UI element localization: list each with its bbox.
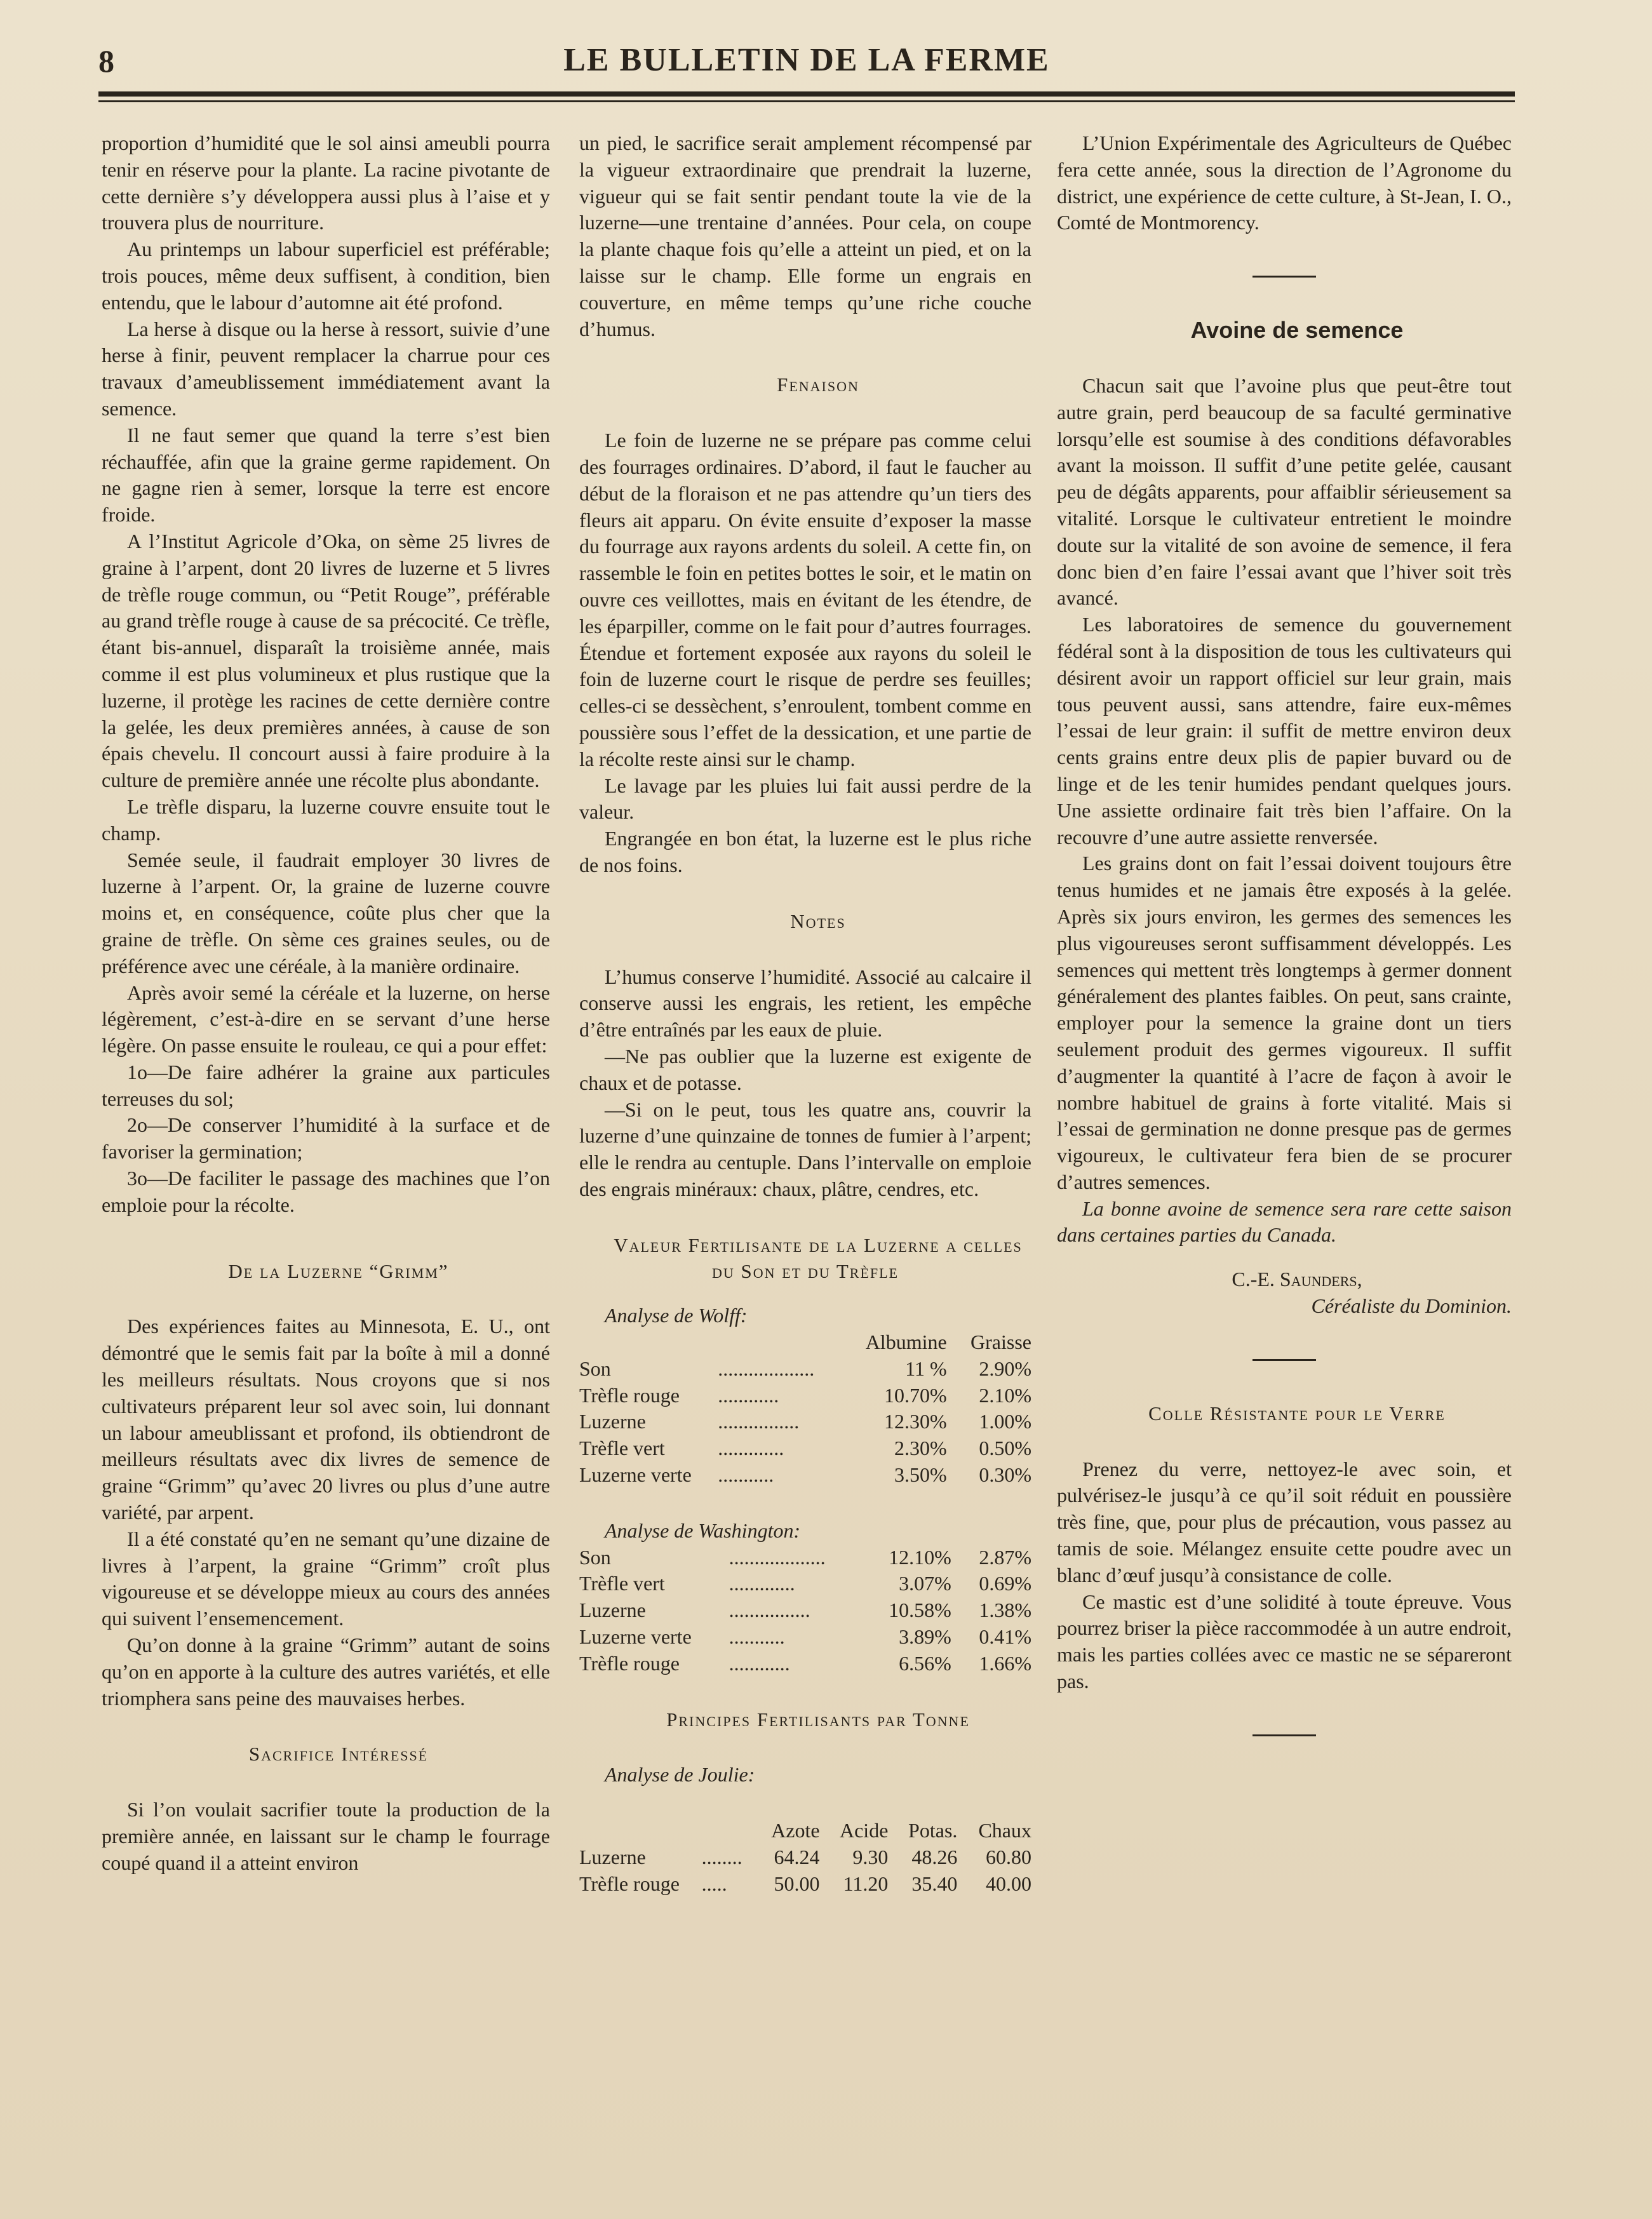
table-row xyxy=(579,1383,1031,1409)
paragraph: A l’Institut Agricole d’Oka, on sème 25 livres de graine à l’arpent, dont 20 livres de luzerne et 5 livres de trèfle rouge commun, ou “Petit Rouge”, préférable au grand trèfle rouge à cause de sa précocité. Ce trèfle, étant bis-annuel, disparaît la troisième année, mais comme il est plus volumineux et plus rustique que la luzerne, il protège les racines de cette dernière contre la gelée, les deux premières années, à cause de son épais chevelu. Il concourt aussi à faire produire à la culture de première année une récolte plus abondante. xyxy=(102,529,550,792)
table-washington xyxy=(579,1545,1031,1677)
cell-value: 0.50% xyxy=(979,1437,1031,1460)
analysis-label-joulie: Analyse de Joulie: xyxy=(605,1763,755,1787)
journal-title: LE BULLETIN DE LA FERME xyxy=(563,42,1050,78)
row-label: Luzerne verte xyxy=(579,1625,692,1649)
paragraph: Les grains dont on fait l’essai doivent toujours être tenus humides et ne jamais être exposés à la gelée. Après six jours environ, les germes des semences les plus vigoureuses seront suffisamment développés. Les semences qui mettent très longtemps à germer donnent généralement des plantes faibles. On peut, sans crainte, employer pour la semence la graine dont un tiers seulement produit des germes vigoureux. Il suffit d’augmenter la quantité à l’acre de façon à avoir le nombre habituel de grains à forte vitalité. Mais si l’essai de germination ne donne presque pas de germes vigoureux, le cultivateur fera bien de se procurer d’autres semences. xyxy=(1057,852,1512,1193)
leader-dots: ........ xyxy=(701,1846,742,1869)
row-label: Trèfle vert xyxy=(579,1572,665,1595)
table-wolff xyxy=(579,1329,1031,1489)
paragraph: Les laboratoires de semence du gouvernement fédéral sont à la disposition de tous les cultivateurs qui désirent avoir un rapport officiel sur leur grain, mais tous peuvent aussi, sans attendre, faire eux-mêmes l’essai de leur grain: il suffit de mettre environ deux cents grains entre deux plis de papier buvard ou de linge et de les tenir humides pendant quelques jours. Une assiette ordinaire fait très bien l’affaire. On la recouvre d’une autre assiette renversée. xyxy=(1057,613,1512,848)
paragraph: Il ne faut semer que quand la terre s’est bien réchauffée, afin que la graine germe rapidement. On ne gagne rien à semer, lorsque la terre est encore froide. xyxy=(102,423,550,526)
column-header: Albumine xyxy=(865,1331,947,1354)
cell-value: 35.40 xyxy=(911,1872,958,1895)
paragraph: Le trèfle disparu, la luzerne couvre ensuite tout le champ. xyxy=(102,794,550,845)
paragraph: L’Union Expérimentale des Agriculteurs de Québec fera cette année, sous la direction de l’Agronome du district, une expérience de cette culture, à St-Jean, I. O., Comté de Montmorency. xyxy=(1057,131,1512,234)
cell-value: 2.30% xyxy=(894,1437,947,1460)
column-header: Graisse xyxy=(970,1331,1031,1354)
italic-note: La bonne avoine de semence sera rare cette saison dans certaines parties du Canada. xyxy=(1057,1197,1512,1247)
paragraph: Des expériences faites au Minnesota, E. U., ont démontré que le semis fait par la boîte à mil a donné les meilleurs résultats. Nous croyons que si nos cultivateurs préparent leur sol avec soin, lui donnant un labour ameublissant et profond, ils obtiendront de meilleurs résultats avec dix livres de semence de graine “Grimm” qu’avec 20 livres ou plus d’une autre variété, par arpent. xyxy=(102,1315,550,1524)
leader-dots: ............ xyxy=(718,1383,779,1407)
paragraph: proportion d’humidité que le sol ainsi ameubli pourra tenir en réserve pour la plante. La racine pivotante de cette dernière s’y développera aussi plus à l’aise et y trouvera plus de nourriture. xyxy=(102,131,550,234)
section-divider xyxy=(1252,1734,1316,1736)
paragraph: Au printemps un labour superficiel est préférable; trois pouces, même deux suffisent, à condition, bien entendu, que le labour d’automne ait été profond. xyxy=(102,238,550,314)
row-label: Trèfle vert xyxy=(579,1437,665,1460)
table-row xyxy=(579,1462,1031,1489)
row-label: Trèfle rouge xyxy=(579,1651,680,1675)
section-heading-principes: Principes Fertilisants par Tonne xyxy=(666,1708,970,1731)
table-header-row xyxy=(579,1329,1031,1356)
row-label: Luzerne xyxy=(579,1846,646,1869)
leader-dots: ................... xyxy=(729,1545,826,1569)
paragraph: Prenez du verre, nettoyez-le avec soin, et pulvérisez-le jusqu’à ce qu’il soit réduit en poussière très fine, que, pour plus de précaution, vous passez au tamis de soie. Mélangez ensuite cette poudre avec un blanc d’œuf jusqu’à consistance de colle. xyxy=(1057,1457,1512,1586)
column-header: Azote xyxy=(771,1819,820,1842)
cell-value: 0.30% xyxy=(979,1463,1031,1487)
analysis-label-wolff: Analyse de Wolff: xyxy=(605,1304,748,1327)
cell-value: 3.50% xyxy=(894,1463,947,1487)
leader-dots: ........... xyxy=(718,1463,774,1487)
section-heading-notes: Notes xyxy=(790,909,846,932)
section-heading-grimm: De la Luzerne “Grimm” xyxy=(228,1259,449,1282)
signature-name: C.-E. Saunders, xyxy=(1232,1268,1362,1291)
section-heading-fenaison: Fenaison xyxy=(777,373,859,396)
paragraph: L’humus conserve l’humidité. Associé au calcaire il conserve aussi les engrais, les retient, les empêche d’être entraînés par les eaux de pluie. xyxy=(579,965,1031,1042)
table-row xyxy=(579,1409,1031,1435)
cell-value: 3.89% xyxy=(899,1625,951,1649)
paragraph: Le lavage par les pluies lui fait aussi perdre de la valeur. xyxy=(579,774,1031,824)
paragraph: 1o—De faire adhérer la graine aux particules terreuses du sol; xyxy=(102,1060,550,1110)
cell-value: 64.24 xyxy=(774,1846,820,1869)
cell-value: 40.00 xyxy=(986,1872,1031,1895)
cell-value: 1.00% xyxy=(979,1410,1031,1433)
section-heading-avoine: Avoine de semence xyxy=(1190,317,1404,344)
row-label: Son xyxy=(579,1357,611,1380)
cell-value: 11 % xyxy=(905,1357,947,1380)
table-row xyxy=(579,1545,1031,1571)
page-header xyxy=(98,35,1515,86)
analysis-label-washington: Analyse de Washington: xyxy=(605,1518,801,1542)
table-row xyxy=(579,1844,1031,1871)
table-row xyxy=(579,1597,1031,1624)
leader-dots: ........... xyxy=(729,1625,785,1649)
row-label: Son xyxy=(579,1545,611,1569)
paragraph: 3o—De faciliter le passage des machines que l’on emploie pour la récolte. xyxy=(102,1167,550,1216)
row-label: Trèfle rouge xyxy=(579,1383,680,1407)
paragraph: Il a été constaté qu’en ne semant qu’une dizaine de livres à l’arpent, la graine “Grimm” croît plus vigoureuse et se développe mieux au cours des années qui suivent l’ensemencement. xyxy=(102,1527,550,1630)
table-row xyxy=(579,1356,1031,1383)
paragraph: un pied, le sacrifice serait amplement récompensé par la vigueur extraordinaire que prendrait la luzerne, vigueur qui se fait sentir pendant toute la vie de la luzerne—une trentaine d’années. Pour cela, on coupe la plante chaque fois qu’elle a atteint un pied, et on la laisse sur le champ. Elle forme un engrais en couverture, en même temps qu’une riche couche d’humus. xyxy=(579,131,1031,340)
paragraph: Si l’on voulait sacrifier toute la production de la première année, en laissant sur le champ le fourrage coupé quand il a atteint environ xyxy=(102,1798,550,1874)
section-heading-sacrifice: Sacrifice Intéressé xyxy=(248,1743,429,1766)
cell-value: 60.80 xyxy=(986,1846,1031,1869)
cell-value: 1.66% xyxy=(979,1651,1031,1675)
paragraph: Engrangée en bon état, la luzerne est le plus riche de nos foins. xyxy=(579,827,1031,876)
row-label: Luzerne xyxy=(579,1599,646,1622)
header-rule-thin xyxy=(98,100,1515,102)
leader-dots: ................ xyxy=(718,1410,800,1433)
paragraph: —Si on le peut, tous les quatre ans, couvrir la luzerne d’une quinzaine de tonnes de fumier à l’arpent; elle le rendra au centuple. Dans l’intervalle on emploie des engrais minéraux: chaux, plâtre, cendres, etc. xyxy=(579,1097,1031,1200)
column-header: Potas. xyxy=(908,1819,958,1842)
header-rule-thick xyxy=(98,91,1515,97)
paragraph: La herse à disque ou la herse à ressort, suivie d’une herse à finir, peuvent remplacer la charrue pour ces travaux d’ameublissement immédiatement avant la semence. xyxy=(102,317,550,420)
cell-value: 2.87% xyxy=(979,1545,1031,1569)
row-label: Trèfle rouge xyxy=(579,1872,680,1895)
paragraph: Qu’on donne à la graine “Grimm” autant de soins qu’on en apporte à la culture des autres variétés, et elle triomphera sans peine des mauvaises herbes. xyxy=(102,1633,550,1710)
row-label: Luzerne verte xyxy=(579,1463,692,1487)
table-row xyxy=(579,1651,1031,1677)
page-number: 8 xyxy=(98,43,114,79)
row-label: Luzerne xyxy=(579,1410,646,1433)
leader-dots: ............. xyxy=(718,1437,784,1460)
cell-value: 3.07% xyxy=(899,1572,951,1595)
section-heading-colle: Colle Résistante pour le Verre xyxy=(1148,1402,1446,1425)
leader-dots: ............ xyxy=(729,1651,790,1675)
column-1 xyxy=(102,130,550,1877)
paragraph: —Ne pas oublier que la luzerne est exigente de chaux et de potasse. xyxy=(579,1044,1031,1094)
cell-value: 1.38% xyxy=(979,1599,1031,1622)
leader-dots: ............. xyxy=(729,1572,795,1595)
paragraph: Après avoir semé la céréale et la luzerne, on herse légèrement, c’est-à-dire en se servant d’une herse légère. On passe ensuite le rouleau, ce qui a pour effet: xyxy=(102,981,550,1057)
column-header: Acide xyxy=(839,1819,889,1842)
table-header-row xyxy=(579,1818,1031,1844)
table-joulie xyxy=(579,1818,1031,1897)
table-row xyxy=(579,1435,1031,1462)
leader-dots: ................... xyxy=(718,1357,815,1380)
paragraph: Chacun sait que l’avoine plus que peut-être tout autre grain, perd beaucoup de sa faculté germinative lorsqu’elle est soumise à des conditions défavorables avant la moisson. Il suffit d’une petite gelée, causant peu de dégâts apparents, pour affaiblir sérieusement sa vitalité. Lorsque le cultivateur entretient le moindre doute sur la vitalité de son avoine de semence, il fera donc bien d’en faire l’essai avant que l’hiver soit très avancé. xyxy=(1057,373,1512,610)
signature-title: Céréaliste du Dominion. xyxy=(1311,1294,1512,1318)
cell-value: 48.26 xyxy=(911,1846,958,1869)
cell-value: 10.70% xyxy=(884,1383,947,1407)
table-row xyxy=(579,1871,1031,1898)
section-heading-valeur: Valeur Fertilisante de la Luzerne a celles du Son et du Trèfle xyxy=(614,1233,1023,1283)
cell-value: 50.00 xyxy=(774,1872,820,1895)
paragraph: Ce mastic est d’une solidité à toute épreuve. Vous pourrez briser la pièce raccommodée à un autre endroit, mais les parties collées avec ce mastic ne se sépareront pas. xyxy=(1057,1590,1512,1693)
table-row xyxy=(579,1624,1031,1651)
cell-value: 2.90% xyxy=(979,1357,1031,1380)
column-header: Chaux xyxy=(978,1819,1031,1842)
leader-dots: ..... xyxy=(701,1872,727,1895)
cell-value: 12.10% xyxy=(889,1545,951,1569)
table-row xyxy=(579,1571,1031,1597)
paragraph: 2o—De conserver l’humidité à la surface et de favoriser la germination; xyxy=(102,1113,550,1163)
cell-value: 12.30% xyxy=(884,1410,947,1433)
cell-value: 10.58% xyxy=(889,1599,951,1622)
leader-dots: ................ xyxy=(729,1599,810,1622)
paragraph: Le foin de luzerne ne se prépare pas comme celui des fourrages ordinaires. D’abord, il faut le faucher au début de la floraison et ne pas attendre qu’un tiers des fleurs ait apparu. On évite ensuite d’exposer la masse du fourrage aux rayons ardents du soleil. A cette fin, on rassemble le foin en petites bottes le soir, et le matin on ouvre ces veillottes, mais en évitant de les étendre, de les éparpiller, comme on le fait pour d’autres fourrages. Étendue et fortement exposée aux rayons du soleil le foin de luzerne court le risque de perdre ses feuilles; celles-ci se dessèchent, s’enroulent, tombent comme en poussière sous l’effet de la dessication, et une partie de la récolte reste ainsi sur le champ. xyxy=(579,429,1031,770)
column-2 xyxy=(579,130,1031,1898)
cell-value: 2.10% xyxy=(979,1383,1031,1407)
paragraph: Semée seule, il faudrait employer 30 livres de luzerne à l’arpent. Or, la graine de luzerne couvre moins et, en conséquence, coûte plus cher que la graine de trèfle. On sème ces graines seules, ou de préférence avec une céréale, à la manière ordinaire. xyxy=(102,848,550,977)
cell-value: 9.30 xyxy=(852,1846,889,1869)
cell-value: 11.20 xyxy=(843,1872,889,1895)
cell-value: 0.41% xyxy=(979,1625,1031,1649)
cell-value: 0.69% xyxy=(979,1572,1031,1595)
cell-value: 6.56% xyxy=(899,1651,951,1675)
column-3 xyxy=(1057,130,1512,1736)
